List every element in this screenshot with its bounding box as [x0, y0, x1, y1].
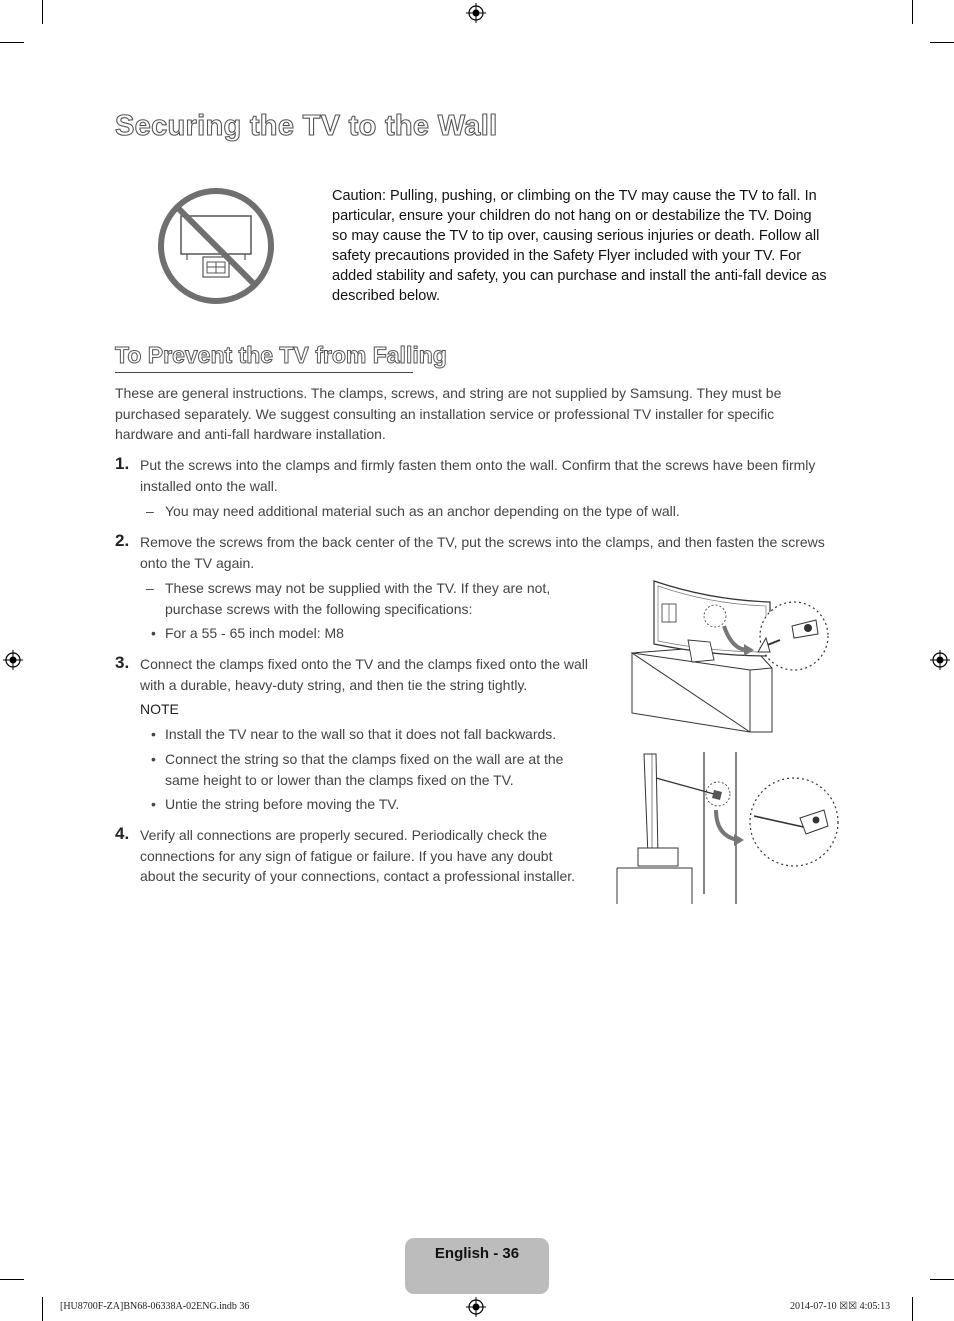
file-slug: [HU8700F-ZA]BN68-06338A-02ENG.indb 36: [60, 1301, 250, 1312]
sub-note: These screws may not be supplied with the TV. If they are not, purchase screws with the following specifications:: [165, 580, 551, 617]
bullet-marker: •: [151, 625, 156, 641]
step-text: Verify all connections are properly secured. Periodically check the connections for any sign of fatigue or failure. If you have any doubt about the security of your connections, contact a professional installer.: [140, 827, 576, 884]
registration-mark-icon: [930, 650, 950, 670]
crop-mark: [912, 1297, 913, 1321]
section-title-underline: [115, 372, 413, 373]
registration-mark-icon: [466, 1297, 486, 1317]
crop-mark: [42, 0, 43, 24]
crop-mark: [930, 1279, 954, 1280]
page-number: English - 36: [434, 1245, 520, 1262]
step-number: 3.: [115, 653, 130, 672]
note-item: Install the TV near to the wall so that it does not fall backwards.: [165, 726, 557, 742]
step-text: Put the screws into the clamps and firmly fasten them onto the wall. Confirm that the screws have been firmly installed onto the wall.: [140, 457, 816, 494]
step-number: 1.: [115, 454, 130, 473]
bullet-marker: •: [151, 726, 156, 742]
note-label: NOTE: [140, 701, 179, 717]
dash-marker: –: [146, 503, 154, 519]
crop-mark: [0, 1279, 24, 1280]
no-climbing-tv-icon: [157, 187, 275, 305]
step-text: Remove the screws from the back center of the TV, put the screws into the clamps, and then fasten the screws onto the TV again.: [140, 534, 825, 571]
step-number: 2.: [115, 531, 130, 550]
tv-wall-string-illustration: [612, 752, 842, 904]
crop-mark: [42, 1297, 43, 1321]
crop-mark: [0, 42, 24, 43]
step-number: 4.: [115, 824, 130, 843]
crop-mark: [930, 42, 954, 43]
sub-note: You may need additional material such as an anchor depending on the type of wall.: [165, 503, 680, 519]
note-item: Untie the string before moving the TV.: [165, 796, 400, 812]
section-title: To Prevent the TV from Falling: [115, 342, 447, 368]
page-title: Securing the TV to the Wall: [115, 110, 498, 142]
tv-back-clamp-illustration: [620, 578, 830, 736]
bullet-marker: •: [151, 751, 156, 767]
registration-mark-icon: [3, 650, 23, 670]
registration-mark-icon: [466, 3, 486, 23]
note-item: Connect the string so that the clamps fixed on the wall are at the same height to or lower than the clamps fixed on the TV.: [165, 751, 564, 788]
caution-text: Caution: Pulling, pushing, or climbing on the TV may cause the TV to fall. In particular, ensure your children do not hang on or destabilize the TV. Doing so may cause the TV to tip over, causing serious injuries or death. Follow all safety precautions provided in the Safety Flyer included with your TV. For added stability and safety, you can purchase and install the anti-fall device as described below.: [332, 188, 827, 304]
step-text: Connect the clamps fixed onto the TV and the clamps fixed onto the wall with a durable, heavy-duty string, and then tie the string tightly.: [140, 656, 588, 693]
print-timestamp: 2014-07-10 ☒☒ 4:05:13: [790, 1301, 891, 1312]
intro-paragraph: These are general instructions. The clamps, screws, and string are not supplied by Samsung. They must be purchased separately. We suggest consulting an installation service or professional TV installer for specific hardware and anti-fall hardware installation.: [115, 385, 782, 442]
spec-bullet: For a 55 - 65 inch model: M8: [165, 625, 344, 641]
crop-mark: [912, 0, 913, 24]
dash-marker: –: [146, 580, 154, 596]
bullet-marker: •: [151, 796, 156, 812]
